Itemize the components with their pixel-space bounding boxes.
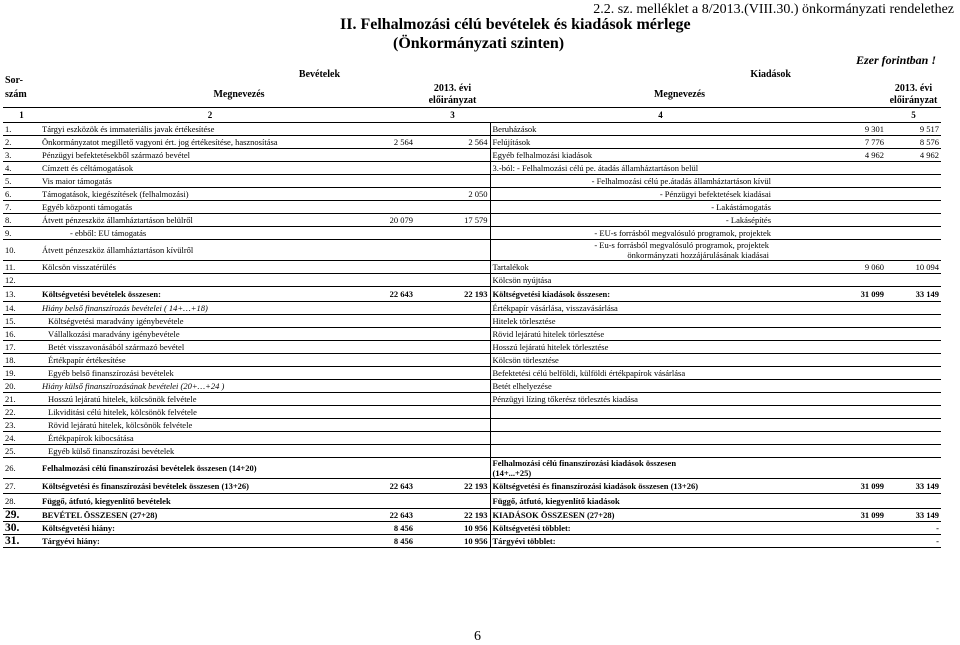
- revenue-value-2: 22 193: [415, 479, 490, 494]
- expense-value-2: [886, 354, 941, 367]
- revenue-value-2: [415, 240, 490, 261]
- expense-value-2: 8 576: [886, 136, 941, 149]
- revenue-value-2: 10 956: [415, 522, 490, 535]
- expense-name: Pénzügyi lízing tőkerész törlesztés kiadása: [490, 393, 831, 406]
- expense-value-2: [886, 328, 941, 341]
- revenue-value-2: 22 193: [415, 287, 490, 302]
- revenue-name: Költségvetési és finanszírozási bevételek összesen (13+26): [40, 479, 380, 494]
- revenue-name: Egyéb külső finanszírozási bevételek: [40, 445, 380, 458]
- row-number: 7.: [3, 201, 40, 214]
- row-number: 12.: [3, 274, 40, 287]
- expense-name: Betét elhelyezése: [490, 380, 831, 393]
- expense-value-2: [886, 341, 941, 354]
- expense-name-line-1: - Eu-s forrásból megvalósuló programok, projektek: [594, 240, 769, 250]
- expense-value-1: [831, 494, 886, 509]
- row-number: 1.: [3, 123, 40, 136]
- expense-value-1: 4 962: [831, 149, 886, 162]
- revenue-value-2: [415, 261, 490, 274]
- revenue-name: Költségvetési maradvány igénybevétele: [40, 315, 380, 328]
- expense-name: KIADÁSOK ÖSSZESEN (27+28): [490, 509, 831, 522]
- expense-name: Hitelek törlesztése: [490, 315, 831, 328]
- revenue-name: Tárgyi eszközök és immateriális javak értékesítése: [40, 123, 380, 136]
- expense-value-1: [831, 188, 886, 201]
- revenue-value-2: [415, 494, 490, 509]
- row-number: 28.: [3, 494, 40, 509]
- expense-value-1: [831, 162, 886, 175]
- expense-value-2: [886, 188, 941, 201]
- revenue-name: Vis maior támogatás: [40, 175, 380, 188]
- row-number: 2.: [3, 136, 40, 149]
- revenue-name: Likviditási célú hitelek, kölcsönök felvétele: [40, 406, 380, 419]
- table-row: [3, 162, 941, 175]
- expense-value-1: [831, 367, 886, 380]
- revenue-name: Egyéb központi támogatás: [40, 201, 380, 214]
- row-number: 18.: [3, 354, 40, 367]
- table-row: [3, 227, 941, 240]
- revenue-name: Költségvetési bevételek összesen:: [40, 287, 380, 302]
- expense-name: Kölcsön nyújtása: [490, 274, 831, 287]
- expense-value-2: 33 149: [886, 287, 941, 302]
- col-number-1: 1: [3, 108, 40, 123]
- row-number: 15.: [3, 315, 40, 328]
- table-row: [3, 522, 941, 535]
- expense-value-1: [831, 341, 886, 354]
- col-number-3: 3: [415, 108, 490, 123]
- annex-reference: 2.2. sz. melléklet a 8/2013.(VIII.30.) önkormányzati rendelethez: [593, 2, 954, 17]
- revenue-value-2: [415, 175, 490, 188]
- col-number-4: 4: [490, 108, 831, 123]
- revenue-name: Felhalmozási célú finanszírozási bevételek összesen (14+20): [40, 458, 380, 479]
- revenue-value-1: [380, 123, 415, 136]
- revenue-value-2: [415, 380, 490, 393]
- revenue-value-2: [415, 445, 490, 458]
- table-row: [3, 509, 941, 522]
- revenue-name: Tárgyévi hiány:: [40, 535, 380, 548]
- expense-value-2: -: [886, 535, 941, 548]
- expense-value-2: [886, 201, 941, 214]
- col-header-kiadasok: Kiadások: [750, 69, 791, 80]
- revenue-name: Betét visszavonásából származó bevétel: [40, 341, 380, 354]
- revenue-name: Átvett pénzeszköz államháztartáson kívülről: [40, 240, 380, 261]
- revenue-value-1: [380, 354, 415, 367]
- revenue-value-2: 10 956: [415, 535, 490, 548]
- col-number-2: 2: [40, 108, 380, 123]
- row-number: 21.: [3, 393, 40, 406]
- revenue-value-1: 20 079: [380, 214, 415, 227]
- row-number: 20.: [3, 380, 40, 393]
- revenue-value-1: [380, 367, 415, 380]
- unit-label: Ezer forintban !: [855, 53, 936, 67]
- expense-value-1: [831, 175, 886, 188]
- expense-name: - EU-s forrásból megvalósuló programok, projektek: [490, 227, 831, 240]
- expense-value-1: [831, 522, 886, 535]
- revenue-value-2: 2 564: [415, 136, 490, 149]
- revenue-name: Rövid lejáratú hitelek, kölcsönök felvétele: [40, 419, 380, 432]
- table-row: [3, 432, 941, 445]
- revenue-value-2: [415, 123, 490, 136]
- revenue-name: Kölcsön visszatérülés: [40, 261, 380, 274]
- expense-value-2: [886, 419, 941, 432]
- row-number: 16.: [3, 328, 40, 341]
- expense-value-2: 33 149: [886, 509, 941, 522]
- revenue-value-2: [415, 341, 490, 354]
- row-number: 26.: [3, 458, 40, 479]
- expense-name: Költségvetési kiadások összesen:: [490, 287, 831, 302]
- expense-value-1: [831, 302, 886, 315]
- table-row: [3, 445, 941, 458]
- expense-value-2: [886, 227, 941, 240]
- expense-name: Függő, átfutó, kiegyenlítő kiadások: [490, 494, 831, 509]
- expense-value-1: [831, 227, 886, 240]
- revenue-value-2: 17 579: [415, 214, 490, 227]
- table-row: [3, 136, 941, 149]
- expense-name: Költségvetési és finanszírozási kiadások összesen (13+26): [490, 479, 831, 494]
- expense-name: Költségvetési többlet:: [490, 522, 831, 535]
- expense-value-2: [886, 458, 941, 479]
- revenue-value-2: [415, 227, 490, 240]
- table-row: [3, 287, 941, 302]
- expense-value-1: [831, 380, 886, 393]
- revenue-value-1: [380, 328, 415, 341]
- revenue-name: Címzett és céltámogatások: [40, 162, 380, 175]
- row-number: 25.: [3, 445, 40, 458]
- revenue-value-2: [415, 458, 490, 479]
- expense-value-2: [886, 214, 941, 227]
- row-number: 14.: [3, 302, 40, 315]
- expense-name: Tartalékok: [490, 261, 831, 274]
- table-row: [3, 328, 941, 341]
- expense-name: Beruházások: [490, 123, 831, 136]
- revenue-name: Költségvetési hiány:: [40, 522, 380, 535]
- revenue-value-2: [415, 201, 490, 214]
- expense-name-line-2: (14+...+25): [492, 468, 532, 478]
- col-number-5: 5: [886, 108, 941, 123]
- revenue-value-1: [380, 315, 415, 328]
- expense-name: Befektetési célú belföldi, külföldi értékpapírok vásárlása: [490, 367, 831, 380]
- table-row: [3, 315, 941, 328]
- table-row: [3, 406, 941, 419]
- revenue-value-2: [415, 393, 490, 406]
- expense-value-2: -: [886, 522, 941, 535]
- expense-name: [490, 419, 831, 432]
- expense-name: - Felhalmozási célú pe.átadás államháztartáson kívül: [490, 175, 831, 188]
- revenue-value-1: [380, 419, 415, 432]
- row-number: 8.: [3, 214, 40, 227]
- table-row: [3, 302, 941, 315]
- revenue-value-1: [380, 274, 415, 287]
- revenue-value-2: [415, 162, 490, 175]
- revenue-value-1: 22 643: [380, 509, 415, 522]
- expense-value-1: [831, 240, 886, 261]
- revenue-value-2: [415, 367, 490, 380]
- table-row: [3, 261, 941, 274]
- table-row: [3, 123, 941, 136]
- revenue-value-1: [380, 302, 415, 315]
- expense-value-1: 7 776: [831, 136, 886, 149]
- table-row: [3, 535, 941, 548]
- table-row: [3, 201, 941, 214]
- revenue-value-2: [415, 315, 490, 328]
- expense-value-1: [831, 445, 886, 458]
- expense-value-2: [886, 445, 941, 458]
- row-number: 5.: [3, 175, 40, 188]
- revenue-name: Pénzügyi befektetésekből származó bevétel: [40, 149, 380, 162]
- expense-name-line-1: Felhalmozási célú finanszírozási kiadások összesen: [492, 458, 677, 468]
- revenue-value-2: [415, 328, 490, 341]
- expense-value-2: [886, 432, 941, 445]
- row-number: 17.: [3, 341, 40, 354]
- revenue-value-1: 8 456: [380, 535, 415, 548]
- expense-value-1: [831, 315, 886, 328]
- expense-value-1: [831, 406, 886, 419]
- row-number: 9.: [3, 227, 40, 240]
- table-row: [3, 354, 941, 367]
- document-title: II. Felhalmozási célú bevételek és kiadások mérlege: [340, 16, 691, 33]
- row-number: 11.: [3, 261, 40, 274]
- revenue-name: Hiány belső finanszírozás bevételei ( 14+…+18): [40, 302, 380, 315]
- revenue-value-1: [380, 432, 415, 445]
- col-header-bevetelek: Bevételek: [298, 69, 340, 80]
- revenue-value-1: [380, 240, 415, 261]
- expense-value-2: 9 517: [886, 123, 941, 136]
- expense-value-1: 31 099: [831, 287, 886, 302]
- table-row: [3, 380, 941, 393]
- revenue-value-2: [415, 406, 490, 419]
- expense-name: [490, 432, 831, 445]
- revenue-name: Egyéb belső finanszírozási bevételek: [40, 367, 380, 380]
- expense-name: Rövid lejáratú hitelek törlesztése: [490, 328, 831, 341]
- expense-value-1: [831, 201, 886, 214]
- page-number: 6: [474, 629, 481, 644]
- revenue-value-2: 22 193: [415, 509, 490, 522]
- revenue-value-2: [415, 419, 490, 432]
- revenue-value-1: [380, 458, 415, 479]
- expense-name: [490, 445, 831, 458]
- revenue-name: Értékpapírok kibocsátása: [40, 432, 380, 445]
- revenue-value-1: [380, 227, 415, 240]
- expense-name: - Pénzügyi befektetések kiadásai: [490, 188, 831, 201]
- col-header-eloiranyzat-bev: 2013. évi előirányzat: [428, 82, 477, 106]
- row-number: 3.: [3, 149, 40, 162]
- expense-value-2: [886, 274, 941, 287]
- row-number: 13.: [3, 287, 40, 302]
- row-number: 10.: [3, 240, 40, 261]
- table-row: [3, 149, 941, 162]
- expense-name: Egyéb felhalmozási kiadások: [490, 149, 831, 162]
- expense-value-1: [831, 535, 886, 548]
- table-row: [3, 214, 941, 227]
- row-number: 27.: [3, 479, 40, 494]
- table-row: [3, 367, 941, 380]
- revenue-name: Hiány külső finanszírozásának bevételei (20+…+24 ): [40, 380, 380, 393]
- table-row: [3, 393, 941, 406]
- expense-value-1: [831, 458, 886, 479]
- expense-value-1: 31 099: [831, 509, 886, 522]
- row-number: 23.: [3, 419, 40, 432]
- table-row: [3, 175, 941, 188]
- revenue-name: Vállalkozási maradvány igénybevétele: [40, 328, 380, 341]
- expense-value-1: [831, 419, 886, 432]
- revenue-value-1: [380, 380, 415, 393]
- revenue-value-1: [380, 201, 415, 214]
- col-header-eloiranyzat-kiad: 2013. évi előirányzat: [889, 82, 938, 106]
- revenue-name: Önkormányzatot megillető vagyoni ért. jog értékesítése, hasznosítása: [40, 136, 380, 149]
- row-number: 24.: [3, 432, 40, 445]
- expense-value-1: [831, 354, 886, 367]
- expense-value-1: [831, 393, 886, 406]
- row-number: 31.: [3, 535, 40, 548]
- revenue-value-1: 2 564: [380, 136, 415, 149]
- expense-name-line-2: önkormányzati hozzájárulásának kiadásai: [627, 250, 769, 260]
- revenue-value-1: [380, 261, 415, 274]
- expense-name: Tárgyévi többlet:: [490, 535, 831, 548]
- expense-name: [490, 406, 831, 419]
- revenue-value-1: [380, 149, 415, 162]
- row-number: 22.: [3, 406, 40, 419]
- col-header-sorszam: Sor- szám: [5, 74, 27, 100]
- expense-value-2: 4 962: [886, 149, 941, 162]
- revenue-name: Átvett pénzeszköz államháztartáson belülről: [40, 214, 380, 227]
- table-row: [3, 188, 941, 201]
- expense-value-1: [831, 328, 886, 341]
- row-number: 29.: [3, 509, 40, 522]
- table-row: [3, 240, 941, 261]
- row-number: 30.: [3, 522, 40, 535]
- expense-value-2: [886, 162, 941, 175]
- table-row: [3, 479, 941, 494]
- revenue-name: Támogatások, kiegészítések (felhalmozási): [40, 188, 380, 201]
- revenue-value-1: [380, 445, 415, 458]
- expense-name: [490, 240, 831, 261]
- revenue-value-2: [415, 149, 490, 162]
- revenue-value-1: [380, 393, 415, 406]
- revenue-value-1: [380, 175, 415, 188]
- revenue-value-2: 2 050: [415, 188, 490, 201]
- revenue-value-1: 22 643: [380, 479, 415, 494]
- document-subtitle: (Önkormányzati szinten): [393, 35, 565, 52]
- expense-name: Hosszú lejáratú hitelek törlesztése: [490, 341, 831, 354]
- revenue-value-2: [415, 354, 490, 367]
- expense-value-2: [886, 302, 941, 315]
- revenue-value-1: [380, 494, 415, 509]
- expense-name: - Lakástámogatás: [490, 201, 831, 214]
- expense-name: 3.-ból: - Felhalmozási célú pe. átadás államháztartáson belül: [490, 162, 831, 175]
- expense-value-2: 10 094: [886, 261, 941, 274]
- revenue-value-1: [380, 406, 415, 419]
- expense-value-2: [886, 494, 941, 509]
- expense-name: [490, 458, 831, 479]
- expense-value-2: [886, 380, 941, 393]
- revenue-value-1: 8 456: [380, 522, 415, 535]
- table-row: [3, 419, 941, 432]
- expense-name: Értékpapír vásárlása, visszavásárlása: [490, 302, 831, 315]
- revenue-name: Értékpapír értékesítése: [40, 354, 380, 367]
- expense-value-2: [886, 406, 941, 419]
- expense-value-2: [886, 315, 941, 328]
- revenue-name: Hosszú lejáratú hitelek, kölcsönök felvétele: [40, 393, 380, 406]
- table-row: [3, 274, 941, 287]
- expense-value-2: [886, 393, 941, 406]
- expense-value-1: [831, 274, 886, 287]
- revenue-value-2: [415, 302, 490, 315]
- expense-value-1: 9 060: [831, 261, 886, 274]
- balance-table: [3, 68, 941, 548]
- col-header-megnevezes-bev: Megnevezés: [213, 88, 265, 100]
- expense-value-2: [886, 240, 941, 261]
- row-number: 19.: [3, 367, 40, 380]
- expense-value-2: 33 149: [886, 479, 941, 494]
- expense-value-2: [886, 175, 941, 188]
- revenue-name: Függő, átfutó, kiegyenlítő bevételek: [40, 494, 380, 509]
- expense-name: Kölcsön törlesztése: [490, 354, 831, 367]
- table-row: [3, 494, 941, 509]
- col-header-megnevezes-kiad: Megnevezés: [653, 88, 706, 100]
- revenue-value-2: [415, 274, 490, 287]
- expense-value-1: [831, 214, 886, 227]
- revenue-value-1: [380, 162, 415, 175]
- revenue-value-1: [380, 188, 415, 201]
- expense-value-2: [886, 367, 941, 380]
- revenue-name: - ebből: EU támogatás: [40, 227, 380, 240]
- revenue-name: BEVÉTEL ÖSSZESEN (27+28): [40, 509, 380, 522]
- revenue-name: [40, 274, 380, 287]
- expense-name: - Lakásépítés: [490, 214, 831, 227]
- revenue-value-1: [380, 341, 415, 354]
- table-row: [3, 458, 941, 479]
- table-row: [3, 341, 941, 354]
- expense-name: Felújítások: [490, 136, 831, 149]
- expense-value-1: 9 301: [831, 123, 886, 136]
- expense-value-1: [831, 432, 886, 445]
- revenue-value-1: 22 643: [380, 287, 415, 302]
- expense-value-1: 31 099: [831, 479, 886, 494]
- row-number: 4.: [3, 162, 40, 175]
- revenue-value-2: [415, 432, 490, 445]
- row-number: 6.: [3, 188, 40, 201]
